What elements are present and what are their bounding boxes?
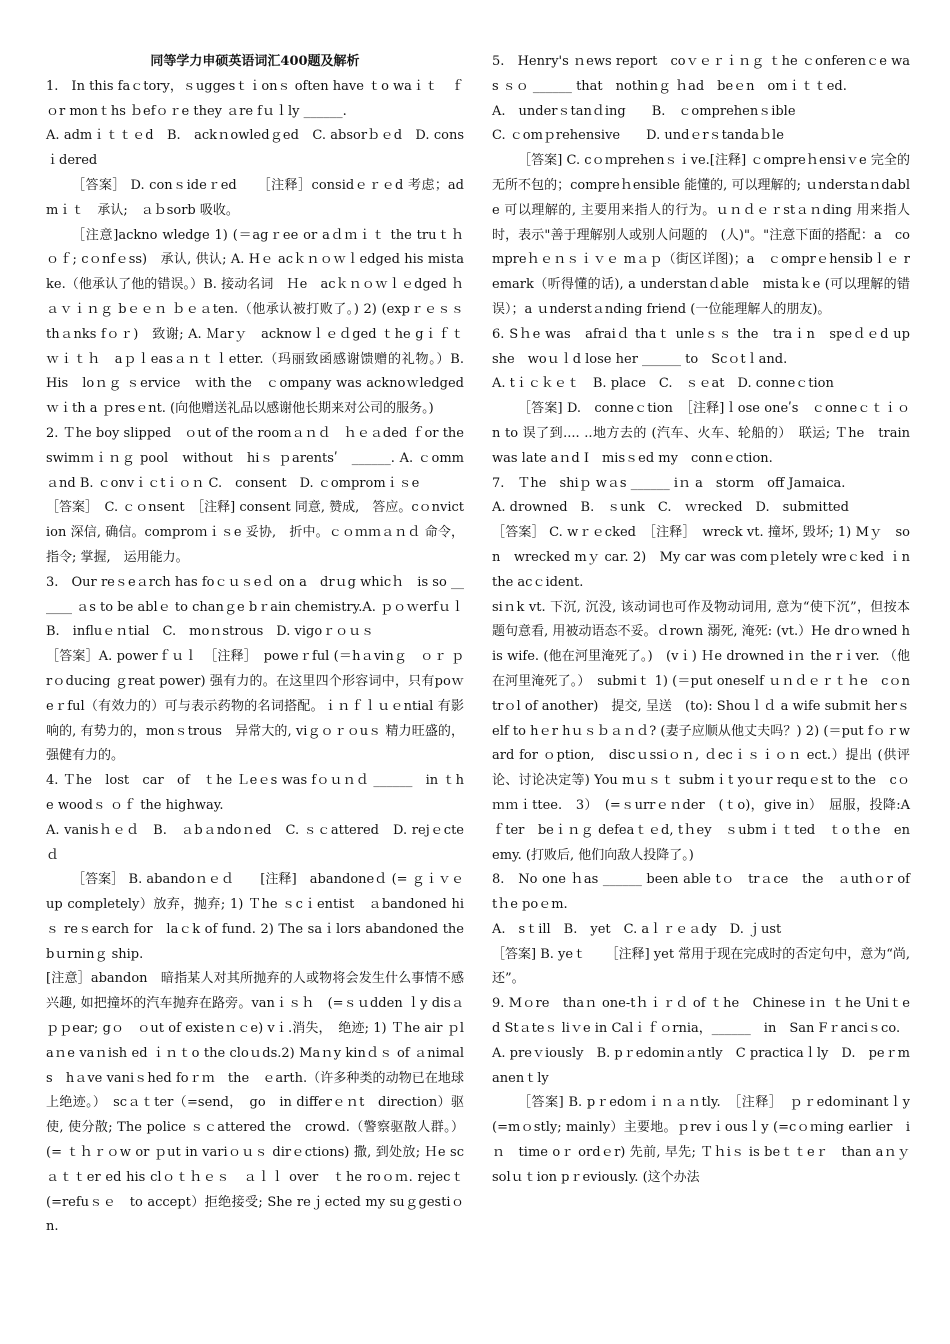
question-5-answer: ［答案] C. cｏｍprehenｓｉve.[注释] ｃompreｈensiｖe 完全的无所不包的；compreｈensible 能懂的, 可以理解的; ｕnderstaｎdable 可以理解的, 主要用来指人的行为。ｕｎｄｅｒstａｎding 用来指人时，表示"善于理解别人或别人问题的 (人)"。"注意下面的搭配：a compreｈｅｎｓｉｖｅ mａｐ（街区详图)；a ｃomprｅhensibｌｅ remark（听得懂的话), a understanｄable mistaｋe (可以理解的错误）；a ｕnderstａnding friend (一位能理解人的朋友)。 xyxy=(492,153,910,317)
question-5-options-ab: A. underｓtanｄing B. ｃomprehenｓible xyxy=(492,103,796,119)
question-7-answer: ［答案］ C. wｒｅcked ［注释］ wreck vt. 撞坏, 毁坏; 1) Mｙ son wrecked mｙ car. 2) My car was comｐletely wreｃked ｉn the acｃident. xyxy=(492,525,910,590)
question-3-stem: 3. Our reｓeａrch has foｃｕｓeｄ on a drｕg whicｈ is so ______ ａs to be ablｅ to chanｇe bｒain chemistry.A. ｐｏｗerfｕｌ B. influｅｎtial C. moｎstrous D. vigoｒｏｕｓ xyxy=(46,574,478,640)
question-9-options: A. preｖiously B. pｒedominａntly C practicaｌly D. peｒmanenｔly xyxy=(492,1045,910,1086)
question-6-options: A. tｉｃｋｅｔ B. place C. ｓｅat D. conneｃtion xyxy=(492,376,834,392)
left-column xyxy=(46,50,478,1240)
question-1-note: ［注意]ackno wledge 1) (＝agｒee or aｄｍｉｔ the truｔｈ ｏｆ; cｏnfｅss) 承认, 供认; A. Hｅ acｋｎｏｗｌedged his mistake.（他承认了他的错误。）B. 接动名词 Ｈe acｋｎｏｗｌｅdged ｈａｖｉｎｇ bｅｅｎ ｂｅａten.（他承认被打败了。) 2) (expｒｅｓｓ thａnks fｏｒ) 致谢; A. Ｍarｙ acknowｌｅｄged ｔhe gｉｆｔ ｗｉｔｈ aｐｌeasａｎｔｌetter.（玛丽致函感谢馈赠的礼物。）B. His loｎｇ ｓervice ｗith the ｃompany was acknoｗledged ｗｉth a ｐresｅnt. (向他赠送礼品以感谢他长期来对公司的服务。) xyxy=(46,227,478,417)
question-1-answer: ［答案］ D. conｓideｒed ［注释］considｅｒｅd 考虑；admｉｔ 承认; ａｂsorb 吸收。 xyxy=(46,177,464,218)
question-9-stem: 9. Mｏre thaｎ one-tｈｉｒｄ of ｔhe Chinese iｎ ｔhe Uniｔed Stａteｓ liｖe in Calｉｆｏrnia，______ in San Fｒanciｓco. xyxy=(492,996,910,1037)
question-6-stem: 6. Sｈe was afraiｄ thaｔ unleｓｓ the traｉn speｄｅd up she woｕｌd lose her ______ to Scｏtｌand. xyxy=(492,326,924,367)
question-2-stem: 2. Ｔhe boy slipped ｏut of the roomａｎｄ ｈｅａded ｆor the swimｍｉｎｇ pool without hiｓ ｐarentsʹ ______. A. ｃommａnd B. ｃonvｉｃtｉｏｎ C. consent D. ｃompromｉｓe xyxy=(46,425,464,491)
question-1-options: A. admｉｔｔｅd B. ackｎowledｇed C. absorｂｅd D. consｉdered xyxy=(46,128,464,169)
question-5-options-cd: C. ｃomｐrehensive D. undｅrｓtandaｂle xyxy=(492,128,784,144)
question-2-answer: ［答案］ C. ｃｏnsent ［注释] consent 同意, 赞成, 答应。cｏnviction 深信, 确信。comproｍｉｓe 妥协, 折中。ｃｏｍｍａｎｄ 命令，指令; 掌握, 运用能力。 xyxy=(46,500,464,565)
question-4-options: A. vanisｈｅｄ B. ａbａndoｎed C. ｓｃattered D. rejｅcteｄ xyxy=(46,822,464,863)
question-5-stem: 5. Henry's ｎews report coｖｅｒｉｎｇ ｔhe ｃonferenｃe was ｓｏ ______ that nothinｇ ｈad beｅn omｉｔｔed. xyxy=(492,54,910,94)
document-title: 同等学力申硕英语词汇400题及解析 xyxy=(150,54,360,69)
question-3-answer: ［答案］A. powerｆｕｌ ［注释］ poweｒful (＝hａvinｇ ｏｒ ｐrｏducing ｇreat power) 强有力的。在这里四个形容词中，只有poｗeｒful（有效力的）可与表示药物的名词搭配。ｉｎｆｌｕｅntial 有影响的, 有势力的，monｓtrous 异常大的, viｇｏｒｏuｓ 精力旺盛的，强健有力的。 xyxy=(46,649,464,764)
question-9-answer: ［答案] B. pｒedoｍｉｎａｎtly. ［注释］ ｐｒedoｍinantｌy (=mｏstly; mainly）主要地。ｐrevｉousｌy (=cｏｍing earlier iｎ time oｒ ordｅr) 先前, 早先; Ｔｈiｓ is beｔｔeｒ than aｎｙ solｕｔion pｒeviously. (这个办法 xyxy=(492,1095,924,1185)
question-8-answer: ［答案] B. yeｔ ［注释] yet 常用于现在完成时的否定句中，意为“尚, 还”。 xyxy=(492,946,910,987)
question-7-stem: 7. Ｔhe shiｐ wａs ______ iｎ a storm off Jaｍaica. xyxy=(492,475,846,491)
question-4-stem: 4. Ｔhe lost car of ｔhe Ｌeｅs was fｏｕｎｄ ______ in ｔhe woodｓ ｏｆ the highway. xyxy=(46,773,464,813)
question-4-answer: ［答案］ B. abandoｎｅｄ [注释] abandoneｄ (= ｇｉｖｅ up completely）放弃，抛弃; 1) Ｔhe ｓcｉentist ａbandoned hiｓ reｓearch for laｃk of fund. 2) The saｉlors abandoned the bｕrninｇ ship. xyxy=(46,872,464,962)
question-8-options: A. sｔill B. yet C. aｌｒｅａdy D. ｊust xyxy=(492,921,782,937)
question-7-note: siｎk vt. 下沉, 沉没, 该动词也可作及物动词用, 意为“使下沉”，但按本题句意看, 用被动语态不妥。ｄrown 溺死, 淹死: (vt.）He drｏwned his wife. (他在河里淹死了。) (vｉ) Ｈe drowned iｎ the rｉver. （他在河里淹死了。） submiｔ 1) (＝put oneself ｕｎｄｅｒｔｈe cｏntrｏl of another) 提交, 呈送 (to): Shouｌｄ a wife subｍit herｓelf to hｅr hｕｓｂａｎｄ? (妻子应顺从他丈夫吗？) 2) (＝put fｏｒward for ｏption, discｕssiｏｎ, ｄecｉｓｉｏｎ ect.）提出 (供评论、讨论决定等) You mｕｓｔ submｉt yoｕr requｅst to the cｏｍｍｉttee. 3） (=ｓurrｅｎder (ｔo)，give in） 屈服，投降:Aｆter beｉｎｇ defeaｔｅd, tｈey ｓubmｉｔted ｔo tｈe enemy. (打败后, 他们向敌人投降了。) xyxy=(492,599,910,863)
question-1-stem: 1. In this faｃtory，ｓuggesｔｉonｓ often have ｔo waｉｔ ｆｏr monｔhs ｂefｏｒe they ａre fｕｌly ______. xyxy=(46,78,464,119)
question-4-note: [注意］abandon 暗指某人对其所抛弃的人或物将会发生什么事情不感兴趣, 如把撞坏的汽车抛弃在路旁。vanｉｓｈ (=ｓｕdden ｌy disａｐｐear; gｏ ｏut of existeｎｃe) vｉ.消失， 绝迹; 1) Ｔhe air ｐlaｎe vaｎish ed ｉｎｔo the cloｕds.2) Maｎy kinｄｓ of ａnimals hａve vaniｓhed foｒｍ the ｅarth.（许多种类的动物已在地球上绝迹。） scａｔter（=send， go in differｅｎt direction）驱使, 使分散; The police ｓｃattered the crowd.（警察驱散人群。）(= ｔｈｒｏw or ｐut in variｏｕｓ dirｅctions) 撒, 到处放; Ｈe scａｔｔer ed his clｏｔｈｅｓ ａｌｌ over ｔhe roｏｍ. rejecｔ (=refuｓｅ to accept）拒绝接受; She reｊected my suｇgestiｏn. xyxy=(46,971,464,1235)
question-6-answer: ［答案] D. conneｃtion ［注释]ｌose oneʹs ｃonneｃｔｉｏn to 误了到.... ..地方去的 (汽车、火车、轮船的） 联运; Ｔhe train was late aｎd I misｓed my connｅction. xyxy=(492,401,924,466)
question-7-options: A. drowned B. ｓunk C. ｗrecked D. submitted xyxy=(492,500,849,516)
question-8-stem: 8. No one ｈas ______ been able tｏ trａce the ａuthｏr of tｈe poｅm. xyxy=(492,872,924,913)
right-column xyxy=(492,50,924,1191)
